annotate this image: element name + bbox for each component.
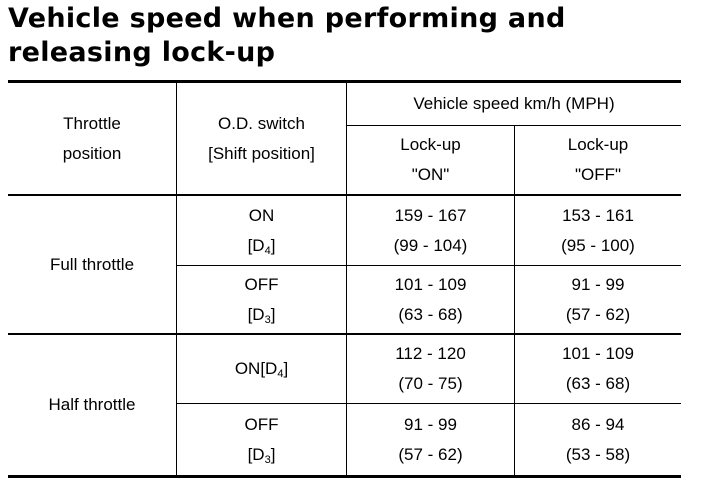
speed-kmh: 86 - 94 <box>571 414 625 434</box>
table-bottom-border <box>8 475 681 478</box>
speed-mph: (99 - 104) <box>393 235 468 255</box>
title-line-2: releasing lock-up <box>8 37 276 68</box>
throttle-label-half: Half throttle <box>48 395 136 414</box>
title-line-1: Vehicle speed when performing and <box>8 3 566 34</box>
speed-kmh: 101 - 109 <box>394 274 467 294</box>
shift-position: $[D_3]$ <box>247 444 276 466</box>
header-throttle-position <box>8 83 176 194</box>
header-lockup-on <box>347 126 514 194</box>
od-cell-half-off <box>177 404 346 475</box>
header-vehicle-speed-label: Vehicle speed km/h (MPH) <box>413 94 615 113</box>
speed-cell-half-off-lockup-on <box>347 404 514 475</box>
header-throttle-line-1: Throttle <box>63 113 121 133</box>
throttle-label-full: Full throttle <box>49 254 135 274</box>
shift-position: $[D_4]$ <box>247 235 276 257</box>
speed-kmh: 91 - 99 <box>571 274 625 294</box>
od-state: OFF <box>244 414 279 434</box>
speed-mph: (57 - 62) <box>398 444 463 464</box>
header-od-switch <box>177 83 346 194</box>
speed-kmh: 101 - 109 <box>562 344 634 363</box>
speed-mph: (70 - 75) <box>398 374 463 393</box>
throttle-cell-half <box>8 335 176 475</box>
header-lockup-on-line-1: Lock-up <box>400 135 461 154</box>
speed-mph: (57 - 62) <box>565 304 631 324</box>
header-lockup-off-line-2: "OFF" <box>574 165 622 184</box>
header-vehicle-speed <box>347 83 681 125</box>
speed-cell-full-on-lockup-on <box>347 196 514 265</box>
od-cell-full-off <box>177 266 346 333</box>
header-throttle-line-2: position <box>62 143 122 163</box>
od-state: ON <box>248 205 275 225</box>
header-lockup-on-line-2: "ON" <box>411 165 450 184</box>
speed-cell-half-on-lockup-on <box>347 335 514 403</box>
speed-cell-half-off-lockup-off <box>515 404 681 475</box>
speed-mph: (63 - 68) <box>398 304 463 324</box>
speed-cell-full-off-lockup-on <box>347 266 514 333</box>
speed-kmh: 159 - 167 <box>394 205 467 225</box>
header-od-line-2: [Shift position] <box>208 143 315 163</box>
od-cell-half-on <box>177 335 346 403</box>
page-title <box>8 2 566 70</box>
speed-mph: (95 - 100) <box>561 235 635 255</box>
speed-mph: (53 - 58) <box>565 444 631 464</box>
speed-kmh: 91 - 99 <box>404 414 457 434</box>
header-od-line-1: O.D. switch <box>218 113 305 133</box>
lockup-speed-table <box>8 80 681 478</box>
shift-position: $[D_3]$ <box>247 304 276 326</box>
speed-cell-full-off-lockup-off <box>515 266 681 333</box>
od-cell-full-on <box>177 196 346 265</box>
speed-cell-half-on-lockup-off <box>515 335 681 403</box>
header-lockup-off-line-1: Lock-up <box>567 135 629 154</box>
header-lockup-off <box>515 126 681 194</box>
speed-kmh: 153 - 161 <box>562 205 634 225</box>
speed-mph: (63 - 68) <box>565 374 631 393</box>
speed-cell-full-on-lockup-off <box>515 196 681 265</box>
speed-kmh: 112 - 120 <box>395 344 466 363</box>
od-state: OFF <box>244 274 279 294</box>
throttle-cell-full <box>8 196 176 333</box>
od-state-inline: $ON[D_4]$ <box>234 359 289 380</box>
